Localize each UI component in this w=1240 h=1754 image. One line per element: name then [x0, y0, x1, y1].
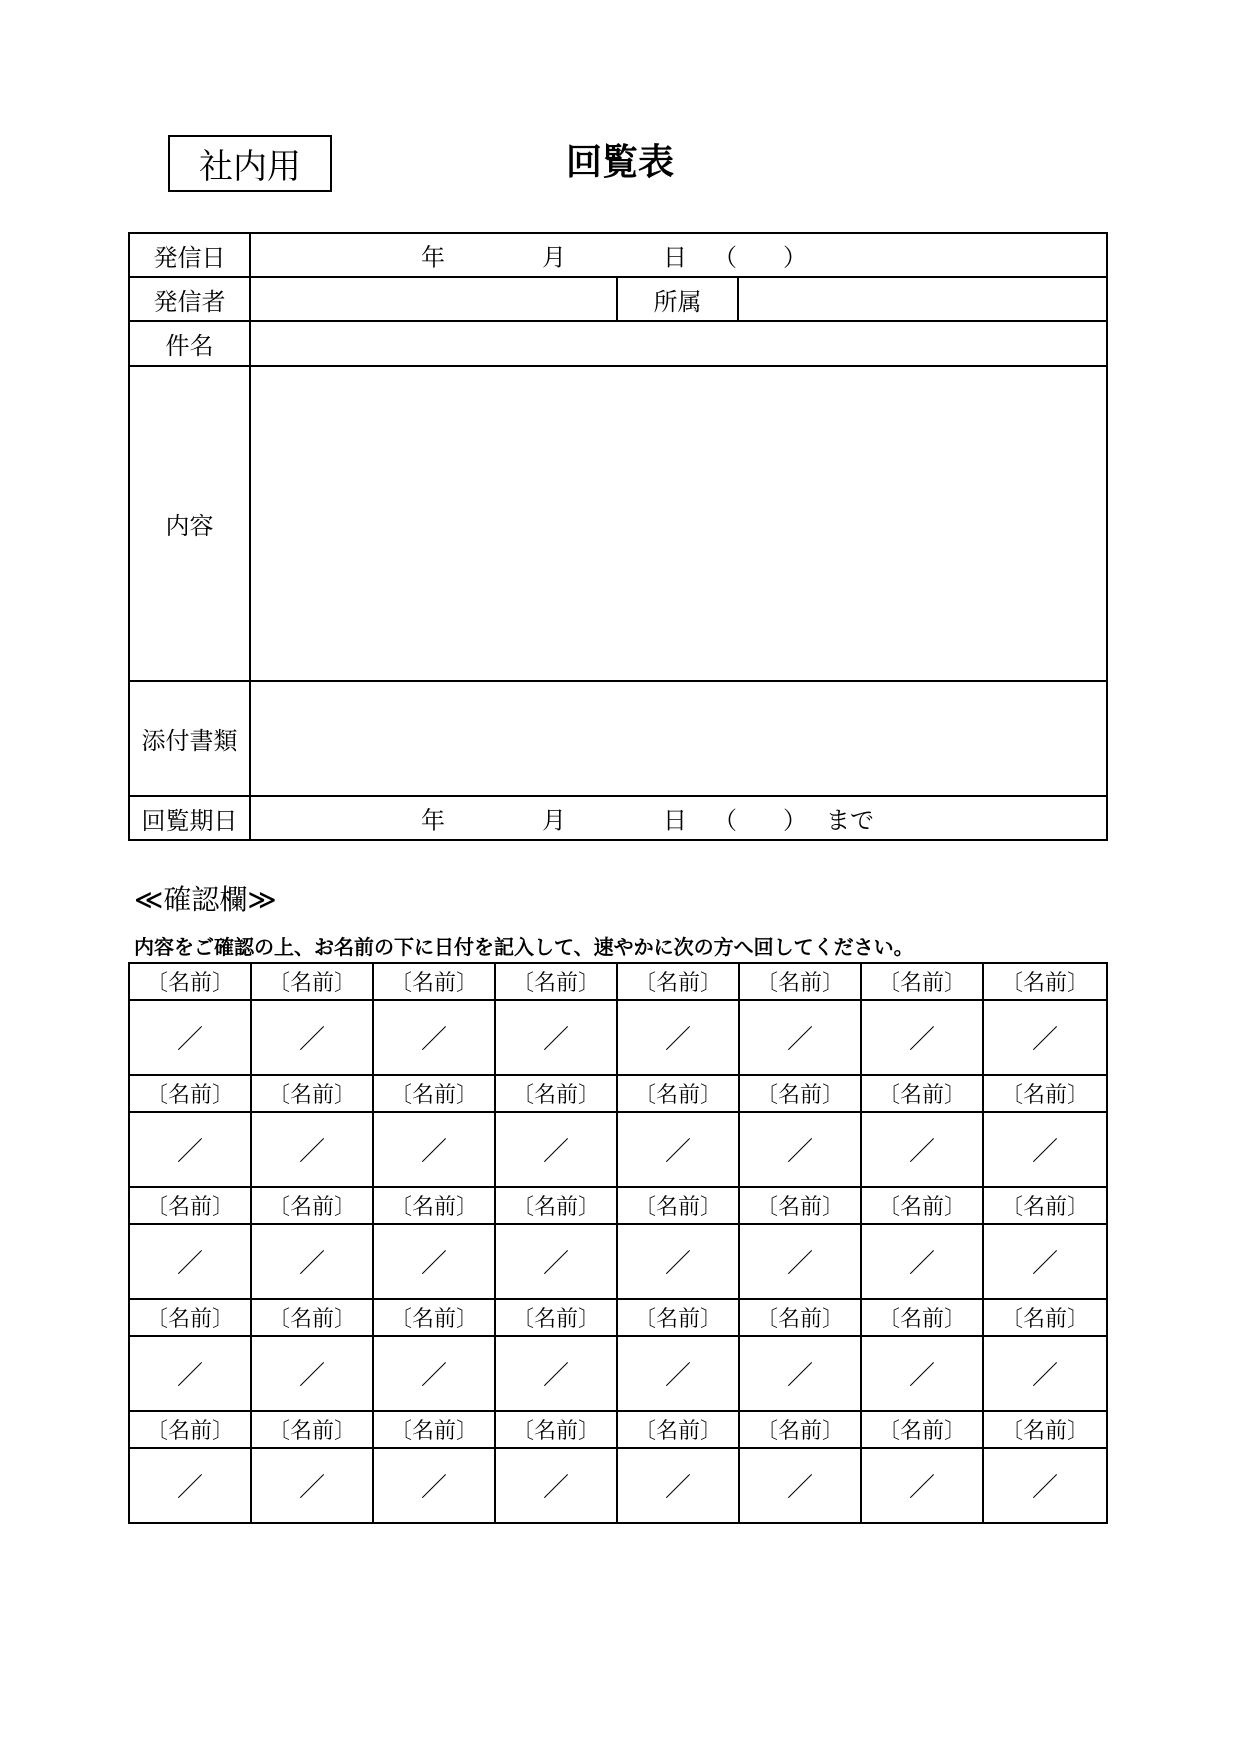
review-date-cell[interactable]: ／ [373, 1112, 495, 1187]
send-date-field[interactable] [250, 233, 1107, 277]
reviewer-name-cell[interactable]: 〔名前〕 [129, 1075, 251, 1112]
review-date-cell[interactable]: ／ [373, 1336, 495, 1411]
content-field[interactable] [250, 366, 1107, 681]
review-date-cell[interactable]: ／ [739, 1000, 861, 1075]
reviewer-name-cell[interactable]: 〔名前〕 [739, 1187, 861, 1224]
reviewer-name-cell[interactable]: 〔名前〕 [983, 1411, 1107, 1448]
weekday-open-paren: （ [713, 806, 737, 835]
review-date-cell[interactable]: ／ [861, 1112, 983, 1187]
attachments-field[interactable] [250, 681, 1107, 796]
confirm-name-row [129, 1075, 1107, 1112]
page-title: 回覧表 [565, 142, 674, 183]
reviewer-name-cell[interactable]: 〔名前〕 [373, 1299, 495, 1336]
reviewer-name-cell[interactable]: 〔名前〕 [861, 963, 983, 1000]
subject-field[interactable] [250, 321, 1107, 366]
reviewer-name-cell[interactable]: 〔名前〕 [861, 1411, 983, 1448]
day-label: 日 [663, 243, 687, 272]
review-date-cell[interactable]: ／ [495, 1224, 617, 1299]
attachments-row [129, 681, 1107, 796]
review-date-cell[interactable]: ／ [495, 1000, 617, 1075]
until-label: まで [826, 806, 874, 835]
weekday-close-paren: ） [783, 243, 807, 272]
review-date-cell[interactable]: ／ [861, 1336, 983, 1411]
due-date-label: 回覧期日 [129, 796, 250, 840]
reviewer-name-cell[interactable]: 〔名前〕 [373, 1075, 495, 1112]
sender-label: 発信者 [129, 277, 250, 321]
reviewer-name-cell[interactable]: 〔名前〕 [861, 1187, 983, 1224]
send-date-label: 発信日 [129, 233, 250, 277]
reviewer-name-cell[interactable]: 〔名前〕 [373, 1411, 495, 1448]
review-date-cell[interactable]: ／ [739, 1224, 861, 1299]
review-date-cell[interactable]: ／ [983, 1336, 1107, 1411]
review-date-cell[interactable]: ／ [495, 1336, 617, 1411]
due-date-row [129, 796, 1107, 840]
reviewer-name-cell[interactable]: 〔名前〕 [617, 1411, 739, 1448]
confirm-instruction: 内容をご確認の上、お名前の下に日付を記入して、速やかに次の方へ回してください。 [134, 935, 914, 959]
content-row [129, 366, 1107, 681]
reviewer-name-cell[interactable]: 〔名前〕 [617, 1299, 739, 1336]
confirm-name-row [129, 1299, 1107, 1336]
weekday-open-paren: （ [713, 243, 737, 272]
subject-label: 件名 [129, 321, 250, 366]
subject-row [129, 321, 1107, 366]
review-date-cell[interactable]: ／ [739, 1448, 861, 1523]
review-date-cell[interactable]: ／ [129, 1448, 251, 1523]
reviewer-name-cell[interactable]: 〔名前〕 [373, 963, 495, 1000]
reviewer-name-cell[interactable]: 〔名前〕 [983, 963, 1107, 1000]
reviewer-name-cell[interactable]: 〔名前〕 [129, 1411, 251, 1448]
review-date-cell[interactable]: ／ [251, 1000, 373, 1075]
reviewer-name-cell[interactable]: 〔名前〕 [129, 963, 251, 1000]
month-label: 月 [542, 806, 566, 835]
review-date-cell[interactable]: ／ [373, 1224, 495, 1299]
review-date-cell[interactable]: ／ [983, 1224, 1107, 1299]
reviewer-name-cell[interactable]: 〔名前〕 [861, 1075, 983, 1112]
confirm-date-row [129, 1224, 1107, 1299]
review-date-cell[interactable]: ／ [739, 1336, 861, 1411]
reviewer-name-cell[interactable]: 〔名前〕 [495, 1411, 617, 1448]
review-date-cell[interactable]: ／ [617, 1112, 739, 1187]
content-label: 内容 [129, 366, 250, 681]
year-label: 年 [421, 806, 445, 835]
reviewer-name-cell[interactable]: 〔名前〕 [739, 1411, 861, 1448]
review-date-cell[interactable]: ／ [983, 1000, 1107, 1075]
reviewer-name-cell[interactable]: 〔名前〕 [373, 1187, 495, 1224]
review-date-cell[interactable]: ／ [617, 1224, 739, 1299]
confirm-date-row [129, 1112, 1107, 1187]
internal-use-label: 社内用 [199, 147, 301, 187]
review-date-cell[interactable]: ／ [617, 1000, 739, 1075]
review-date-cell[interactable]: ／ [129, 1112, 251, 1187]
reviewer-name-cell[interactable]: 〔名前〕 [983, 1187, 1107, 1224]
confirm-date-row [129, 1336, 1107, 1411]
review-date-cell[interactable]: ／ [373, 1000, 495, 1075]
sender-field[interactable] [250, 277, 617, 321]
review-date-cell[interactable]: ／ [251, 1448, 373, 1523]
review-date-cell[interactable]: ／ [251, 1112, 373, 1187]
review-date-cell[interactable]: ／ [129, 1224, 251, 1299]
review-date-cell[interactable]: ／ [617, 1448, 739, 1523]
confirm-date-row [129, 1000, 1107, 1075]
day-label: 日 [663, 806, 687, 835]
reviewer-name-cell[interactable]: 〔名前〕 [617, 1187, 739, 1224]
reviewer-name-cell[interactable]: 〔名前〕 [495, 963, 617, 1000]
year-label: 年 [421, 243, 445, 272]
reviewer-name-cell[interactable]: 〔名前〕 [251, 1411, 373, 1448]
review-date-cell[interactable]: ／ [617, 1336, 739, 1411]
reviewer-name-cell[interactable]: 〔名前〕 [739, 963, 861, 1000]
reviewer-name-cell[interactable]: 〔名前〕 [129, 1299, 251, 1336]
month-label: 月 [542, 243, 566, 272]
review-date-cell[interactable]: ／ [129, 1000, 251, 1075]
department-field[interactable] [738, 277, 1107, 321]
department-label: 所属 [617, 277, 738, 321]
review-date-cell[interactable]: ／ [251, 1224, 373, 1299]
review-date-cell[interactable]: ／ [983, 1112, 1107, 1187]
reviewer-name-cell[interactable]: 〔名前〕 [739, 1299, 861, 1336]
due-date-field[interactable] [250, 796, 1107, 840]
confirm-name-row [129, 1187, 1107, 1224]
reviewer-name-cell[interactable]: 〔名前〕 [251, 1075, 373, 1112]
reviewer-name-cell[interactable]: 〔名前〕 [617, 1075, 739, 1112]
reviewer-name-cell[interactable]: 〔名前〕 [251, 1299, 373, 1336]
reviewer-name-cell[interactable]: 〔名前〕 [251, 963, 373, 1000]
reviewer-name-cell[interactable]: 〔名前〕 [983, 1299, 1107, 1336]
confirm-name-row [129, 1411, 1107, 1448]
reviewer-name-cell[interactable]: 〔名前〕 [251, 1187, 373, 1224]
attachments-label: 添付書類 [129, 681, 250, 796]
review-date-cell[interactable]: ／ [861, 1224, 983, 1299]
review-date-cell[interactable]: ／ [251, 1336, 373, 1411]
review-date-cell[interactable]: ／ [739, 1112, 861, 1187]
reviewer-name-cell[interactable]: 〔名前〕 [495, 1299, 617, 1336]
review-date-cell[interactable]: ／ [861, 1448, 983, 1523]
review-date-cell[interactable]: ／ [861, 1000, 983, 1075]
confirm-table [128, 962, 1108, 1524]
reviewer-name-cell[interactable]: 〔名前〕 [983, 1075, 1107, 1112]
review-date-cell[interactable]: ／ [495, 1448, 617, 1523]
internal-use-badge [168, 135, 332, 192]
reviewer-name-cell[interactable]: 〔名前〕 [739, 1075, 861, 1112]
weekday-close-paren: ） [783, 806, 807, 835]
info-table [128, 232, 1108, 841]
confirm-date-row [129, 1448, 1107, 1523]
sender-row [129, 277, 1107, 321]
review-date-cell[interactable]: ／ [373, 1448, 495, 1523]
reviewer-name-cell[interactable]: 〔名前〕 [617, 963, 739, 1000]
reviewer-name-cell[interactable]: 〔名前〕 [495, 1187, 617, 1224]
reviewer-name-cell[interactable]: 〔名前〕 [495, 1075, 617, 1112]
reviewer-name-cell[interactable]: 〔名前〕 [861, 1299, 983, 1336]
review-date-cell[interactable]: ／ [495, 1112, 617, 1187]
review-date-cell[interactable]: ／ [129, 1336, 251, 1411]
send-date-row [129, 233, 1107, 277]
reviewer-name-cell[interactable]: 〔名前〕 [129, 1187, 251, 1224]
review-date-cell[interactable]: ／ [983, 1448, 1107, 1523]
confirm-section-title: ≪確認欄≫ [134, 883, 277, 916]
confirm-name-row [129, 963, 1107, 1000]
